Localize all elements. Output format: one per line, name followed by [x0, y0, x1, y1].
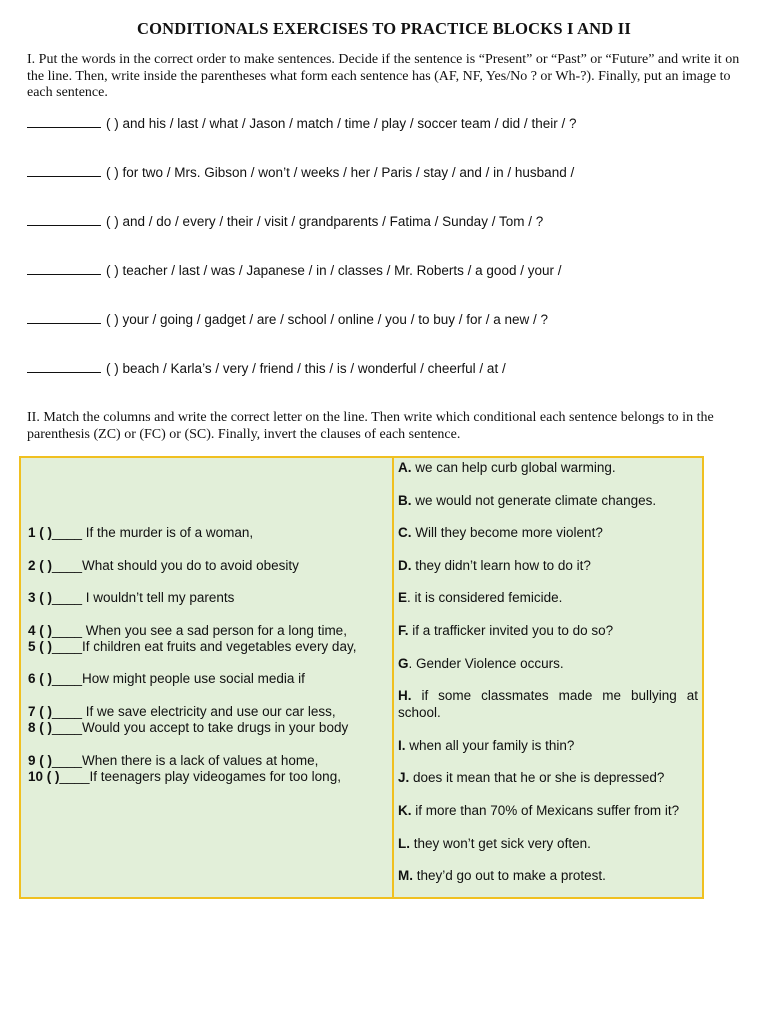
right-item-b — [398, 492, 698, 509]
option-text: when all your family is thin? — [405, 738, 575, 753]
exercise-line-6 — [27, 360, 506, 376]
answer-blank[interactable] — [27, 164, 101, 177]
right-item-a — [398, 459, 698, 476]
scrambled-words: teacher / last / was / Japanese / in / classes / Mr. Roberts / a good / your / — [122, 263, 562, 278]
option-text: if a trafficker invited you to do so? — [408, 623, 614, 638]
option-text: . it is considered femicide. — [407, 590, 563, 605]
left-item-7 — [28, 704, 336, 719]
form-paren[interactable]: ( ) — [106, 165, 119, 180]
section-1-instructions: I. Put the words in the correct order to make sentences. Decide if the sentence is “Present” or “Past” or “Future” and write it on the line. Then, write inside the parentheses what form each sentence has (AF, NF, Yes/No ? or Wh-?). Finally, put an image to each sentence. — [27, 52, 740, 100]
exercise-line-4 — [27, 262, 561, 278]
item-text: ____If children eat fruits and vegetables every day, — [52, 639, 357, 654]
item-text: ____ If the murder is of a woman, — [52, 525, 254, 540]
option-text: they won’t get sick very often. — [410, 836, 591, 851]
exercise-line-1 — [27, 115, 576, 131]
item-text: ____When there is a lack of values at home, — [52, 753, 319, 768]
right-item-i — [398, 737, 698, 754]
left-item-1 — [28, 525, 253, 540]
answer-blank[interactable] — [27, 311, 101, 324]
scrambled-words: and / do / every / their / visit / grandparents / Fatima / Sunday / Tom / ? — [122, 214, 544, 229]
option-letter: G — [398, 656, 409, 671]
item-number[interactable]: 8 ( ) — [28, 720, 53, 735]
left-item-5 — [28, 639, 356, 654]
option-text: we can help curb global warming. — [411, 460, 616, 475]
answer-blank[interactable] — [27, 360, 101, 373]
option-letter: D. — [398, 558, 412, 573]
item-number[interactable]: 6 ( ) — [28, 671, 53, 686]
option-letter: F. — [398, 623, 409, 638]
answer-blank[interactable] — [27, 213, 101, 226]
item-number[interactable]: 9 ( ) — [28, 753, 53, 768]
right-item-m — [398, 867, 698, 884]
scrambled-words: beach / Karla’s / very / friend / this / is / wonderful / cheerful / at / — [122, 361, 506, 376]
option-letter: H. — [398, 688, 412, 703]
item-text: ____ When you see a sad person for a long time, — [52, 623, 347, 638]
form-paren[interactable]: ( ) — [106, 116, 119, 131]
option-text: does it mean that he or she is depressed? — [409, 770, 665, 785]
scrambled-words: your / going / gadget / are / school / online / you / to buy / for / a new / ? — [122, 312, 549, 327]
item-number[interactable]: 7 ( ) — [28, 704, 53, 719]
right-item-j — [398, 769, 698, 786]
option-letter: J. — [398, 770, 410, 785]
left-item-9 — [28, 753, 318, 768]
right-item-l — [398, 835, 698, 852]
left-item-2 — [28, 558, 299, 573]
left-item-10 — [28, 769, 341, 784]
option-text: they didn’t learn how to do it? — [411, 558, 591, 573]
matching-table — [19, 456, 704, 899]
option-text: we would not generate climate changes. — [411, 493, 657, 508]
right-item-k — [398, 802, 698, 819]
item-text: ____Would you accept to take drugs in your body — [52, 720, 349, 735]
option-text: if more than 70% of Mexicans suffer from it? — [411, 803, 680, 818]
option-letter: B. — [398, 493, 412, 508]
item-number[interactable]: 10 ( ) — [28, 769, 60, 784]
option-letter: A. — [398, 460, 412, 475]
answer-blank[interactable] — [27, 115, 101, 128]
right-item-c — [398, 524, 698, 541]
form-paren[interactable]: ( ) — [106, 263, 119, 278]
form-paren[interactable]: ( ) — [106, 214, 119, 229]
item-number[interactable]: 3 ( ) — [28, 590, 53, 605]
item-text: ____If teenagers play videogames for too long, — [59, 769, 341, 784]
option-letter: I. — [398, 738, 406, 753]
item-number[interactable]: 2 ( ) — [28, 558, 53, 573]
option-text: if some classmates made me bullying at school. — [398, 688, 698, 720]
right-item-e — [398, 589, 698, 606]
left-item-6 — [28, 671, 305, 686]
exercise-line-2 — [27, 164, 574, 180]
item-number[interactable]: 5 ( ) — [28, 639, 53, 654]
option-letter: M. — [398, 868, 413, 883]
left-item-4 — [28, 623, 347, 638]
page-title: CONDITIONALS EXERCISES TO PRACTICE BLOCKS I AND II — [137, 19, 631, 38]
item-text: ____What should you do to avoid obesity — [52, 558, 299, 573]
scrambled-words: and his / last / what / Jason / match / time / play / soccer team / did / their / ? — [122, 116, 577, 131]
exercise-line-5 — [27, 311, 548, 327]
form-paren[interactable]: ( ) — [106, 312, 119, 327]
item-number[interactable]: 4 ( ) — [28, 623, 53, 638]
option-letter: K. — [398, 803, 412, 818]
column-divider — [392, 458, 394, 897]
option-letter: E — [398, 590, 408, 605]
option-letter: L. — [398, 836, 410, 851]
item-text: ____How might people use social media if — [52, 671, 305, 686]
right-item-d — [398, 557, 698, 574]
option-text: Will they become more violent? — [411, 525, 603, 540]
item-text: ____ I wouldn’t tell my parents — [52, 590, 235, 605]
answer-blank[interactable] — [27, 262, 101, 275]
right-item-h — [398, 687, 698, 721]
form-paren[interactable]: ( ) — [106, 361, 119, 376]
scrambled-words: for two / Mrs. Gibson / won’t / weeks / her / Paris / stay / and / in / husband / — [122, 165, 575, 180]
left-item-3 — [28, 590, 234, 605]
right-item-f — [398, 622, 698, 639]
right-item-g — [398, 655, 698, 672]
option-letter: C. — [398, 525, 412, 540]
section-2-instructions: II. Match the columns and write the correct letter on the line. Then write which conditional each sentence belongs to in the parenthesis (ZC) or (FC) or (SC). Finally, invert the clauses of each sentence. — [27, 410, 714, 442]
option-text: . Gender Violence occurs. — [408, 656, 564, 671]
exercise-line-3 — [27, 213, 543, 229]
left-item-8 — [28, 720, 348, 735]
option-text: they’d go out to make a protest. — [413, 868, 606, 883]
item-text: ____ If we save electricity and use our car less, — [52, 704, 336, 719]
item-number[interactable]: 1 ( ) — [28, 525, 53, 540]
